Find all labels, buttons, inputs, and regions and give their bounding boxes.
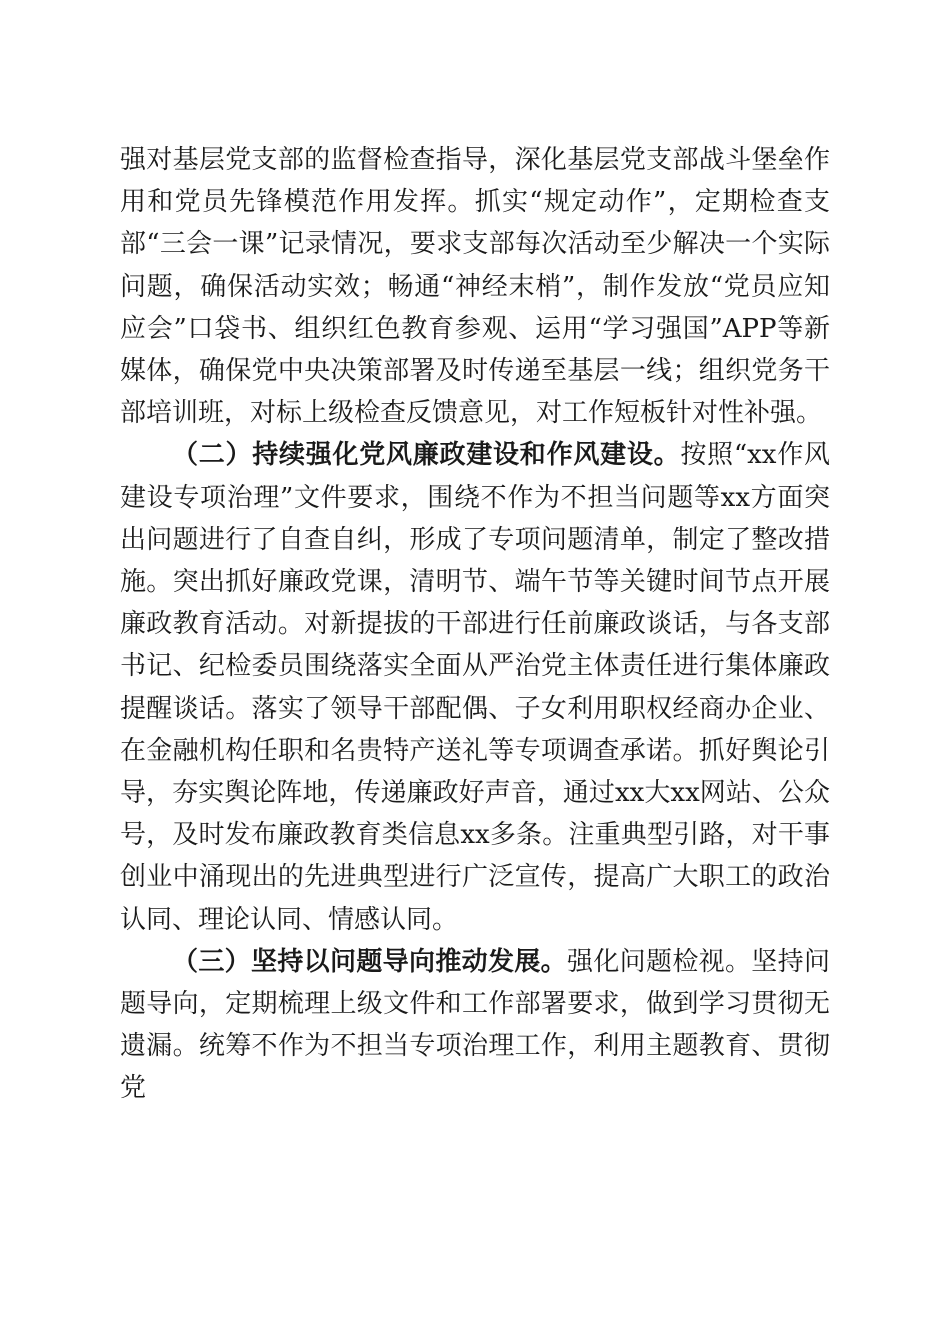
paragraph-text: 强化问题检视。坚持问题导向，定期梳理上级文件和工作部署要求，做到学习贯彻无遗漏。统筹不作为不担当专项治理工作，利用主题教育、贯彻党 (120, 946, 830, 1104)
paragraph-continued (120, 139, 830, 434)
paragraph-text: 按照“xx作风建设专项治理”文件要求，围绕不作为不担当问题等xx方面突出问题进行了自查自纠，形成了专项问题清单，制定了整改措施。突出抓好廉政党课，清明节、端午节等关键时间节点开展廉政教育活动。对新提拔的干部进行任前廉政谈话，与各支部书记、纪检委员围绕落实全面从严治党主体责任进行集体廉政提醒谈话。落实了领导干部配偶、子女利用职权经商办企业、在金融机构任职和名贵特产送礼等专项调查承诺。抓好舆论引导，夯实舆论阵地，传递廉政好声音，通过xx大xx网站、公众号，及时发布廉政教育类信息xx多条。注重典型引路，对干事创业中涌现出的先进典型进行广泛宣传，提高广大职工的政治认同、理论认同、情感认同。 (120, 440, 830, 935)
document-body (120, 139, 830, 1110)
section-3-heading: （三）坚持以问题导向推动发展。 (172, 946, 567, 977)
section-2-heading: （二）持续强化党风廉政建设和作风建设。 (172, 440, 681, 471)
paragraph-section-3 (120, 941, 830, 1110)
paragraph-text: 强对基层党支部的监督检查指导，深化基层党支部战斗堡垒作用和党员先锋模范作用发挥。抓实“规定动作”，定期检查支部“三会一课”记录情况，要求支部每次活动至少解决一个实际问题，确保活动实效；畅通“神经末梢”，制作发放“党员应知应会”口袋书、组织红色教育参观、运用“学习强国”APP等新媒体，确保党中央决策部署及时传递至基层一线；组织党务干部培训班，对标上级检查反馈意见，对工作短板针对性补强。 (120, 145, 830, 429)
paragraph-section-2 (120, 434, 830, 940)
